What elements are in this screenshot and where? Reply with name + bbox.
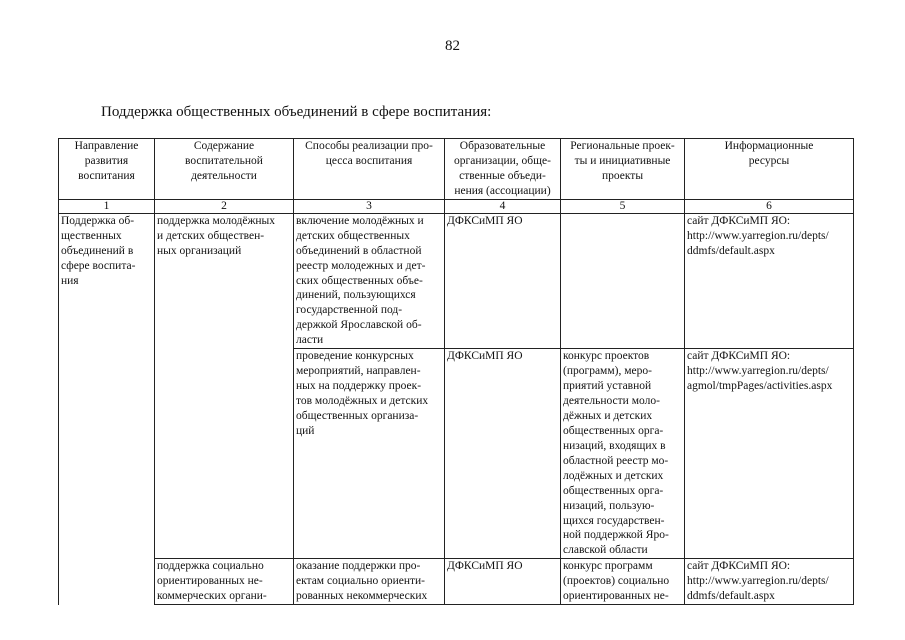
column-number: 1 (59, 199, 155, 213)
organization-cell: ДФКСиМП ЯО (445, 213, 561, 348)
resources-cell: сайт ДФКСиМП ЯО: http://www.yarregion.ru/depts/ ddmfs/default.aspx (685, 559, 854, 605)
education-table (58, 138, 854, 605)
column-number: 2 (155, 199, 294, 213)
column-number: 6 (685, 199, 854, 213)
organization-cell: ДФКСиМП ЯО (445, 349, 561, 559)
header-cell: Способы реализации про- цесса воспитания (294, 139, 445, 200)
table-row (59, 213, 854, 348)
header-cell: Образовательные организации, обще- ственные объеди- нения (ассоциации) (445, 139, 561, 200)
direction-cell: Поддержка об- щественных объединений в сфере воспита- ния (59, 213, 155, 604)
organization-cell: ДФКСиМП ЯО (445, 559, 561, 605)
column-number: 5 (561, 199, 685, 213)
header-cell: Направление развития воспитания (59, 139, 155, 200)
column-number-row (59, 199, 854, 213)
resources-cell: сайт ДФКСиМП ЯО: http://www.yarregion.ru/depts/ ddmfs/default.aspx (685, 213, 854, 348)
method-cell: включение молодёжных и детских общественных объединений в областной реестр молодежных и дет- ских общественных объе- динений, пользующихся государственной под- держкой Ярославской об- ласти (294, 213, 445, 348)
header-cell: Содержание воспитательной деятельности (155, 139, 294, 200)
section-title: Поддержка общественных объединений в сфере воспитания: (101, 104, 492, 120)
projects-cell (561, 213, 685, 348)
projects-cell: конкурс проектов (программ), меро- приятий уставной деятельности моло- дёжных и детских общественных орга- низаций, входящих в областной реестр мо- лодёжных и детских общественных орга- низаций, пользую- щихся государствен- ной поддержкой Яро- славской области (561, 349, 685, 559)
projects-cell: конкурс программ (проектов) социально ориентированных не- (561, 559, 685, 605)
content-cell: поддержка социально ориентированных не- коммерческих органи- (155, 559, 294, 605)
content-cell: поддержка молодёжных и детских обществен- ных организаций (155, 213, 294, 559)
resources-cell: сайт ДФКСиМП ЯО: http://www.yarregion.ru/depts/ agmol/tmpPages/activities.aspx (685, 349, 854, 559)
header-cell: Информационные ресурсы (685, 139, 854, 200)
method-cell: оказание поддержки про- ектам социально ориенти- рованных некоммерческих (294, 559, 445, 605)
header-cell: Региональные проек- ты и инициативные проекты (561, 139, 685, 200)
column-number: 4 (445, 199, 561, 213)
method-cell: проведение конкурсных мероприятий, направлен- ных на поддержку проек- тов молодёжных и детских общественных организа- ций (294, 349, 445, 559)
table-row (59, 559, 854, 605)
page-number: 82 (445, 38, 460, 54)
column-number: 3 (294, 199, 445, 213)
table-header-row (59, 139, 854, 200)
